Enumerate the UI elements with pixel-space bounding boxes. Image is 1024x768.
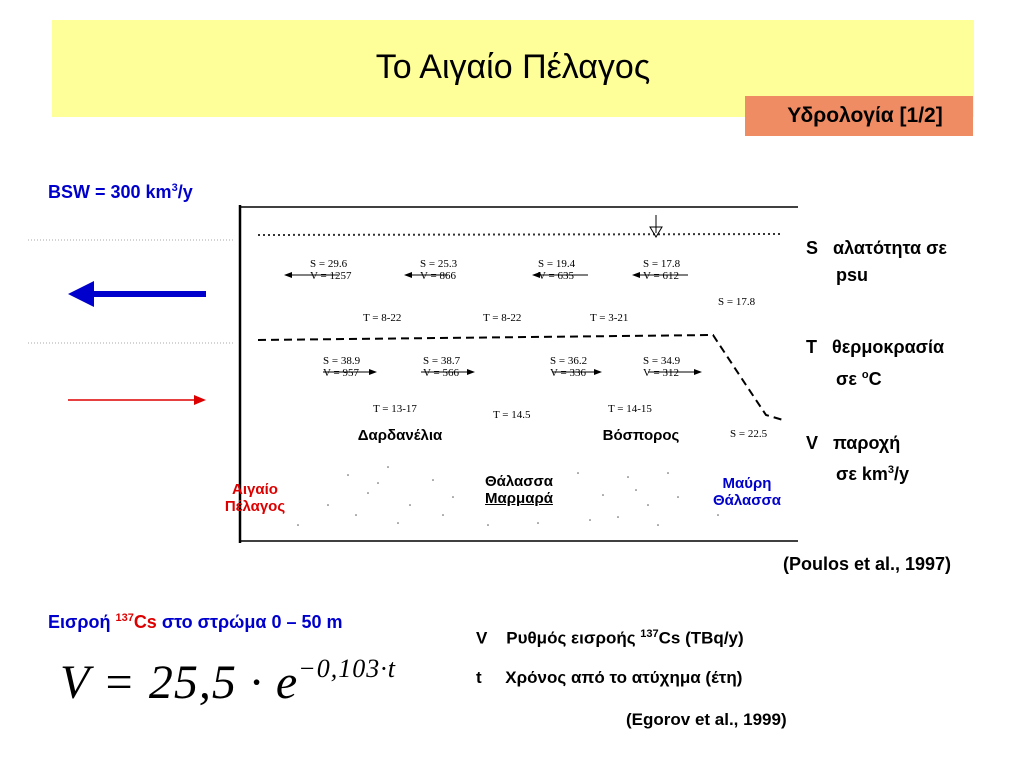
bosporus-label: Βόσπορος [602, 427, 680, 444]
inflow-heading: Εισροή $^{137}$Cs στο στρώμα 0 – 50 m [48, 612, 343, 632]
legend-salinity: S αλατότητα σε psu [806, 238, 947, 285]
flow-arrow-head [404, 272, 412, 278]
lower-flow-label: S = 38.9 V = 957 [323, 355, 361, 379]
flow-arrow-head [594, 369, 602, 375]
definition-v: V Ρυθμός εισροής $^{137}$Cs (TBq/y) [476, 628, 744, 648]
aegean-sea-label: Αιγαίο Πέλαγος [224, 481, 286, 515]
lower-flow-label: S = 38.7 V = 566 [423, 355, 461, 379]
definition-t: t Χρόνος από το ατύχημα (έτη) [476, 668, 743, 687]
temperature-label: T = 8-22 [483, 312, 522, 324]
bsw-label: BSW = 300 $km^3/y$ [48, 182, 193, 202]
lower-flow-label: S = 34.9 V = 312 [643, 355, 681, 379]
upper-flow-label: S = 19.4 V = 635 [538, 258, 576, 282]
temperature-label: T = 3-21 [590, 312, 629, 324]
page-title: Το Αιγαίο Πέλαγος [375, 48, 651, 86]
flow-arrow-head [694, 369, 702, 375]
left-arrows [28, 230, 238, 420]
temperature-label: T = 14.5 [493, 409, 531, 421]
lower-flow-label: S = 36.2 V = 336 [550, 355, 588, 379]
citation-egorov: (Egorov et al., 1999) [626, 710, 787, 729]
flow-arrow-head [284, 272, 292, 278]
sea-surface-line [258, 234, 783, 235]
legend-temperature: T θερμοκρασία σε $^o$C [806, 337, 945, 389]
upper-flow-label: S = 17.8 V = 612 [643, 258, 681, 282]
legend-discharge: V παροχή σε $km^3/y$ [806, 433, 910, 484]
upper-flow-label: S = 25.3 V = 866 [420, 258, 458, 282]
inflow-arrow-head [194, 395, 206, 405]
citation-poulos: (Poulos et al., 1997) [783, 554, 952, 574]
black-sea-label: Μαύρη Θάλασσα [712, 475, 781, 509]
temperature-label: T = 8-22 [363, 312, 402, 324]
salinity-label: S = 17.8 [718, 296, 756, 308]
flow-arrow-head [632, 272, 640, 278]
dardanelles-label: Δαρδανέλια [357, 427, 443, 444]
page-subtitle: Υδρολογία [1/2] [787, 104, 943, 127]
formula: $V = 25,5 \cdot e^{-0,103\cdot t}$ [60, 654, 396, 709]
flow-arrow-head [467, 369, 475, 375]
temperature-label: T = 14-15 [608, 403, 652, 415]
salinity-label: S = 22.5 [730, 428, 768, 440]
upper-flow-label: S = 29.6 V = 1257 [310, 258, 352, 282]
outflow-arrow-head [68, 281, 94, 307]
flow-arrow-head [369, 369, 377, 375]
marmara-sea-label: Θάλασσα Μαρμαρά [484, 473, 553, 507]
temperature-label: T = 13-17 [373, 403, 417, 415]
